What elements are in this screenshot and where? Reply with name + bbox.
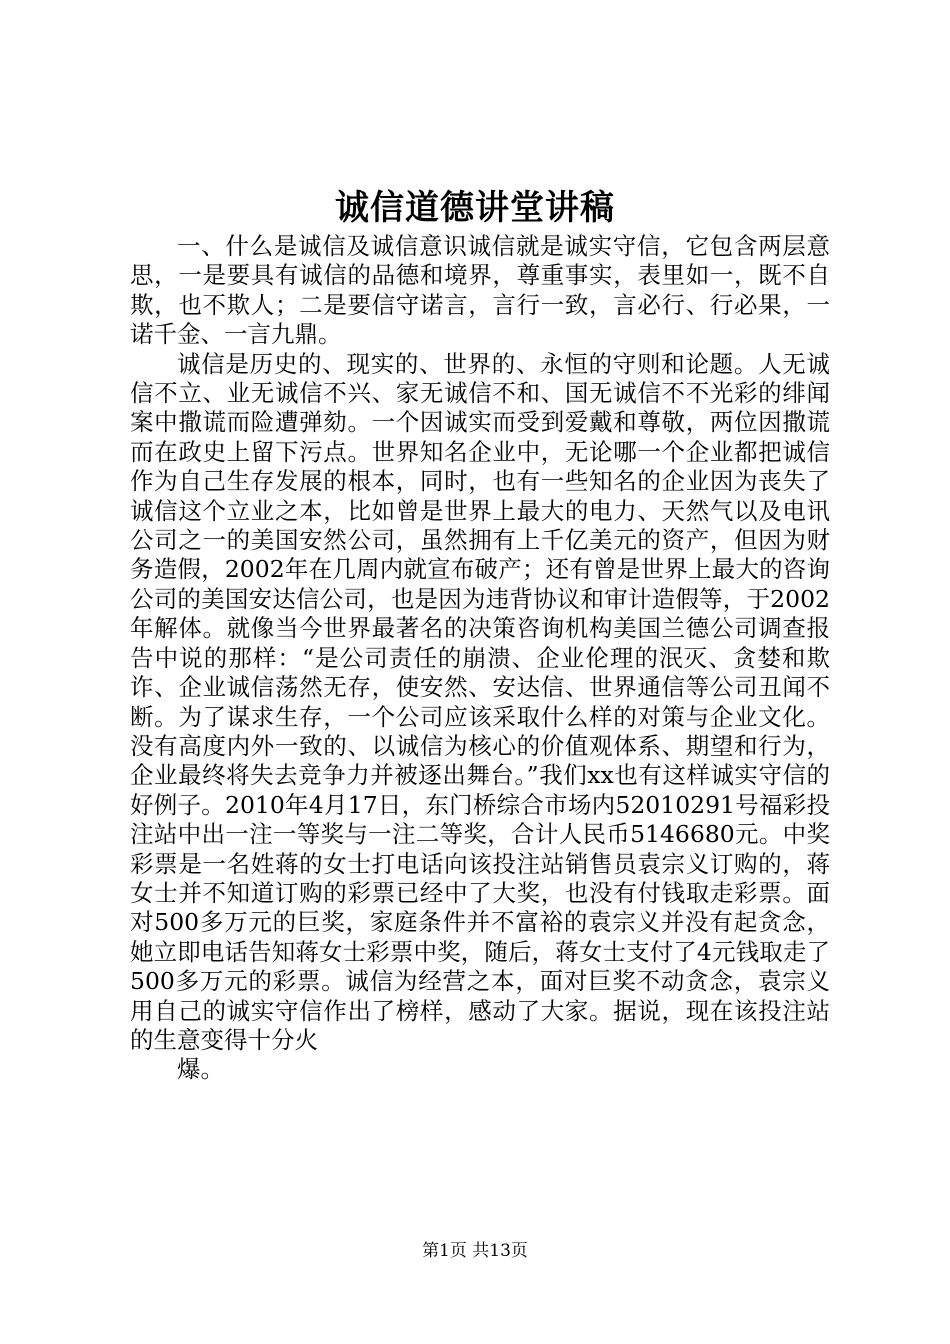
document-title: 诚信道德讲堂讲稿 (335, 188, 615, 228)
paragraph-examples: 诚信是历史的、现实的、世界的、永恒的守则和论题。人无诚信不立、业无诚信不兴、家无诚信不和、国无诚信不不光彩的绯闻案中撒谎而险遭弹劾。一个因诚实而受到爱戴和尊敬，两位因撒谎而在政史上留下污点。世界知名企业中，无论哪一个企业都把诚信作为自己生存发展的根本，同时，也有一些知名的企业因为丧失了诚信这个立业之本，比如曾是世界上最大的电力、天然气以及电讯公司之一的美国安然公司，虽然拥有上千亿美元的资产，但因为财务造假，2002年在几周内就宣布破产；还有曾是世界上最大的咨询公司的美国安达信公司，也是因为违背协议和审计造假等，于2002年解体。就像当今世界最著名的决策咨询机构美国兰德公司调查报告中说的那样：“是公司责任的崩溃、企业伦理的泯灭、贪婪和欺诈、企业诚信荡然无存，使安然、安达信、世界通信等公司丑闻不断。为了谋求生存，一个公司应该采取什么样的对策与企业文化。没有高度内外一致的、以诚信为核心的价值观体系、期望和行为，企业最终将失去竞争力并被逐出舞台。”我们xx也有这样诚实守信的好例子。2010年4月17日，东门桥综合市场内52010291号福彩投注站中出一注一等奖与一注二等奖，合计人民币5146680元。中奖彩票是一名姓蒋的女士打电话向该投注站销售员袁宗义订购的，蒋女士并不知道订购的彩票已经中了大奖，也没有付钱取走彩票。面对500多万元的巨奖，家庭条件并不富裕的袁宗义并没有起贪念，她立即电话告知蒋女士彩票中奖，随后，蒋女士支付了4元钱取走了500多万元的彩票。诚信为经营之本，面对巨奖不动贪念，袁宗义用自己的诚实守信作出了榜样，感动了大家。据说，现在该投注站的生意变得十分火 (130, 349, 830, 1054)
paragraph-definition: 一、什么是诚信及诚信意识诚信就是诚实守信，它包含两层意思，一是要具有诚信的品德和境界，尊重事实，表里如一，既不自欺，也不欺人；二是要信守诺言，言行一致，言必行、行必果，一诺千金、一言九鼎。 (130, 232, 830, 349)
paragraph-tail: 爆。 (177, 1055, 224, 1084)
page-footer: 第1页 共13页 (422, 1241, 528, 1261)
document-body (130, 232, 830, 1085)
